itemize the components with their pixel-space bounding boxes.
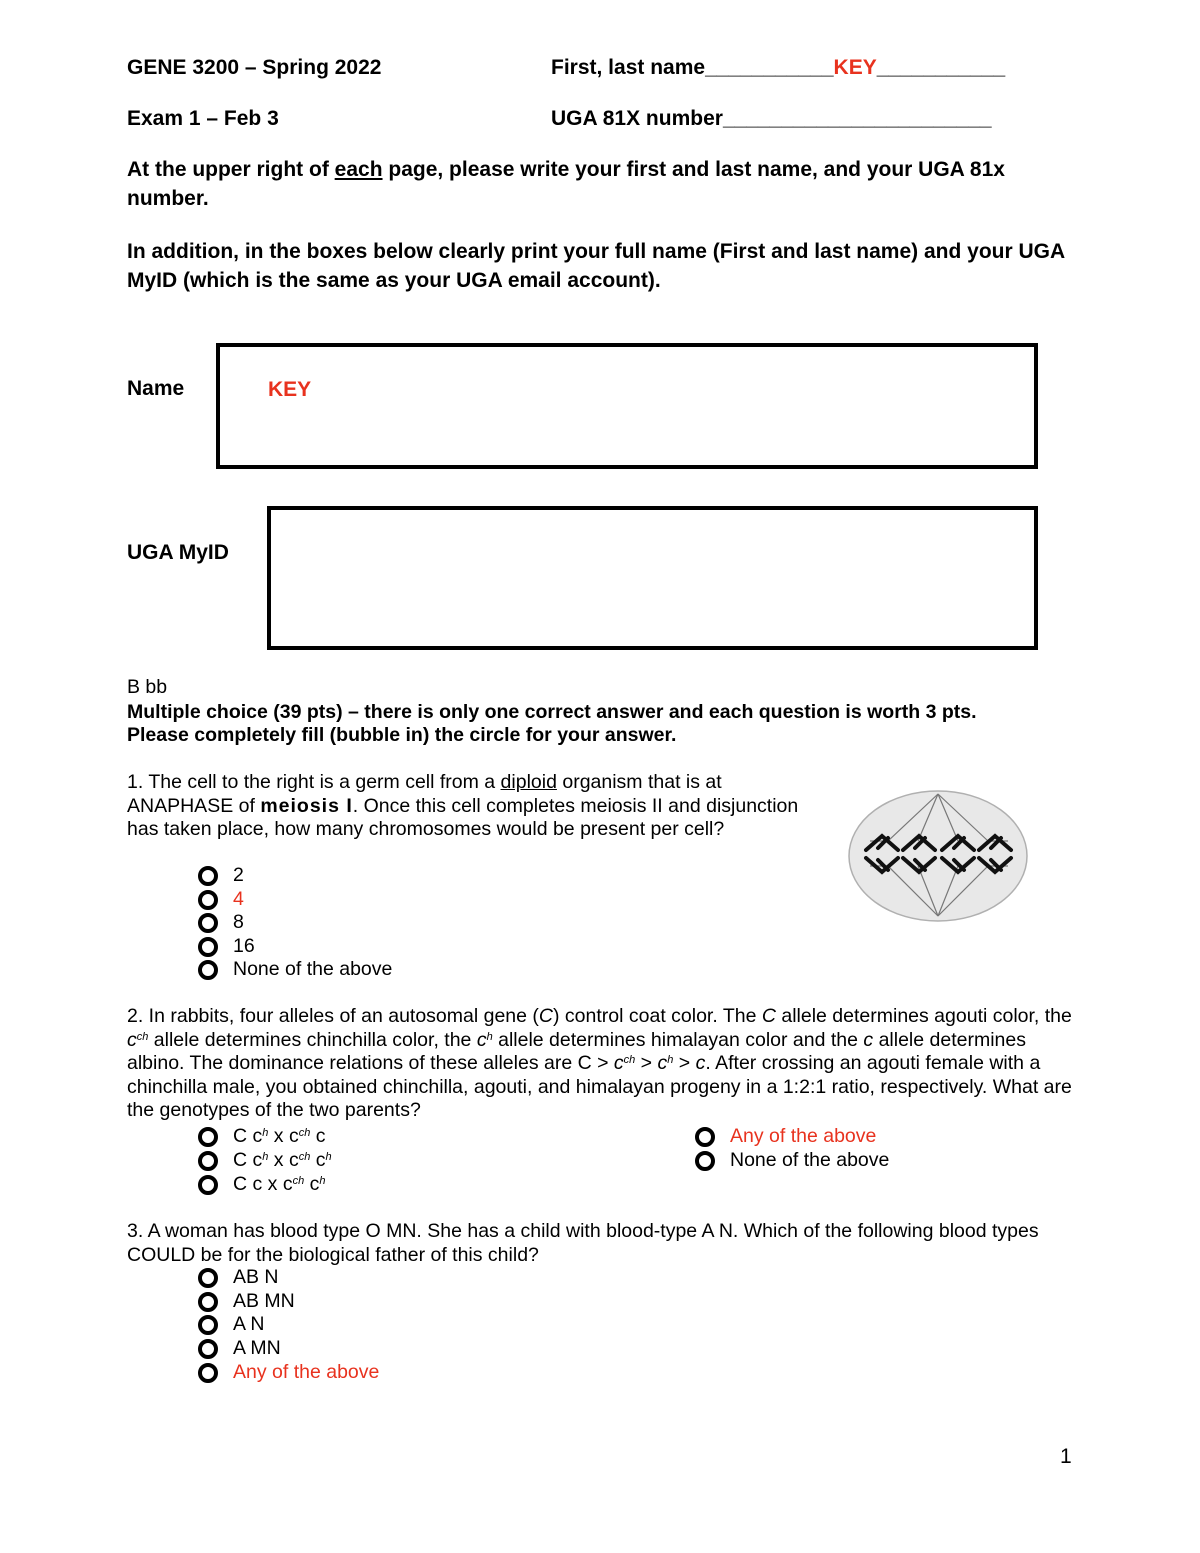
q3-option-d[interactable]: A MN	[198, 1337, 281, 1361]
bubble-icon[interactable]	[198, 1315, 218, 1335]
q1-option-e[interactable]: None of the above	[198, 958, 392, 982]
instruction-upper-right: At the upper right of each page, please write your first and last name, and your UGA 81x number.	[127, 158, 1005, 210]
myid-box[interactable]	[267, 506, 1038, 650]
q1-option-c[interactable]: 8	[198, 911, 244, 935]
bubble-icon[interactable]	[198, 866, 218, 886]
q3-option-b[interactable]: AB MN	[198, 1290, 295, 1314]
name-box-label: Name	[127, 377, 185, 400]
stray-text: B bb	[127, 676, 168, 698]
q2-option-a[interactable]: C $c^h$ x $c^{ch}$ c	[198, 1125, 326, 1149]
exam-title: Exam 1 – Feb 3	[127, 107, 279, 130]
q3-option-a[interactable]: AB N	[198, 1266, 279, 1290]
bubble-icon[interactable]	[198, 1292, 218, 1312]
id-blank: _______________________	[722, 107, 992, 130]
mc-heading-line2: Please completely fill (bubble in) the circle for your answer.	[127, 724, 677, 746]
bubble-icon[interactable]	[198, 1175, 218, 1195]
q1-option-a[interactable]: 2	[198, 864, 244, 888]
q3-option-e[interactable]: Any of the above	[198, 1361, 379, 1385]
bubble-icon[interactable]	[198, 937, 218, 957]
q1-option-d[interactable]: 16	[198, 935, 255, 959]
bubble-icon[interactable]	[198, 890, 218, 910]
instruction-boxes: In addition, in the boxes below clearly print your full name (First and last name) and your UGA MyID (which is the same as your UGA email account).	[127, 240, 1065, 292]
name-blank-left: ___________	[705, 56, 834, 79]
cell-membrane	[849, 791, 1027, 921]
course-title: GENE 3200 – Spring 2022	[127, 56, 382, 79]
bubble-icon[interactable]	[198, 960, 218, 980]
id-line	[551, 107, 992, 131]
bubble-icon[interactable]	[198, 1339, 218, 1359]
bubble-icon[interactable]	[198, 1127, 218, 1147]
myid-box-label: UGA MyID	[127, 541, 229, 564]
q2-option-d[interactable]: Any of the above	[695, 1125, 876, 1149]
name-box[interactable]	[216, 343, 1038, 469]
q2-option-e[interactable]: None of the above	[695, 1149, 889, 1173]
mc-heading-line1: Multiple choice (39 pts) – there is only one correct answer and each question is worth 3 pts.	[127, 701, 977, 723]
bubble-icon[interactable]	[198, 1268, 218, 1288]
question-2-text: 2. In rabbits, four alleles of an autosomal gene (C) control coat color. The C allele determines agouti color, the $c^{ch}$ allele determines chinchilla color, the $c^h$ allele determines himalayan color and the c allele determines albino. The dominance relations of these alleles are $C > c^{ch} > c^h > c$. After crossing an agouti female with a chinchilla male, you obtained chinchilla, agouti, and himalayan progeny in a 1:2:1 ratio, respectively. What are the genotypes of the two parents?	[127, 1005, 1072, 1122]
question-1-text: 1. The cell to the right is a germ cell from a diploid organism that is at ANAPHASE of meiosis I. Once this cell completes meiosis II and disjunction has taken place, how many chromosomes would be present per cell?	[127, 771, 799, 841]
anaphase-cell-diagram	[848, 786, 1030, 922]
bubble-icon[interactable]	[198, 1151, 218, 1171]
bubble-icon[interactable]	[198, 913, 218, 933]
q3-option-c[interactable]: A N	[198, 1313, 264, 1337]
page-number: 1	[1060, 1445, 1072, 1468]
name-blank-right: ___________	[876, 56, 1006, 79]
question-3-text: 3. A woman has blood type O MN. She has a child with blood-type A N. Which of the following blood types COULD be for the biological father of this child?	[127, 1220, 1039, 1266]
q2-option-c[interactable]: C c x $c^{ch}$ $c^h$	[198, 1173, 326, 1197]
bubble-icon[interactable]	[198, 1363, 218, 1383]
bubble-icon[interactable]	[695, 1151, 715, 1171]
emphasis-each: each	[334, 158, 383, 181]
name-line-label: First, last name	[551, 56, 706, 79]
mc-heading	[127, 701, 977, 747]
bubble-icon[interactable]	[695, 1127, 715, 1147]
q1-option-b[interactable]: 4	[198, 888, 244, 912]
q2-option-b[interactable]: C $c^h$ x $c^{ch}$ $c^h$	[198, 1149, 332, 1173]
name-line-value: KEY	[833, 56, 877, 79]
name-box-value: KEY	[268, 378, 312, 401]
id-line-label: UGA 81X number	[551, 107, 723, 130]
name-line	[551, 56, 1005, 80]
